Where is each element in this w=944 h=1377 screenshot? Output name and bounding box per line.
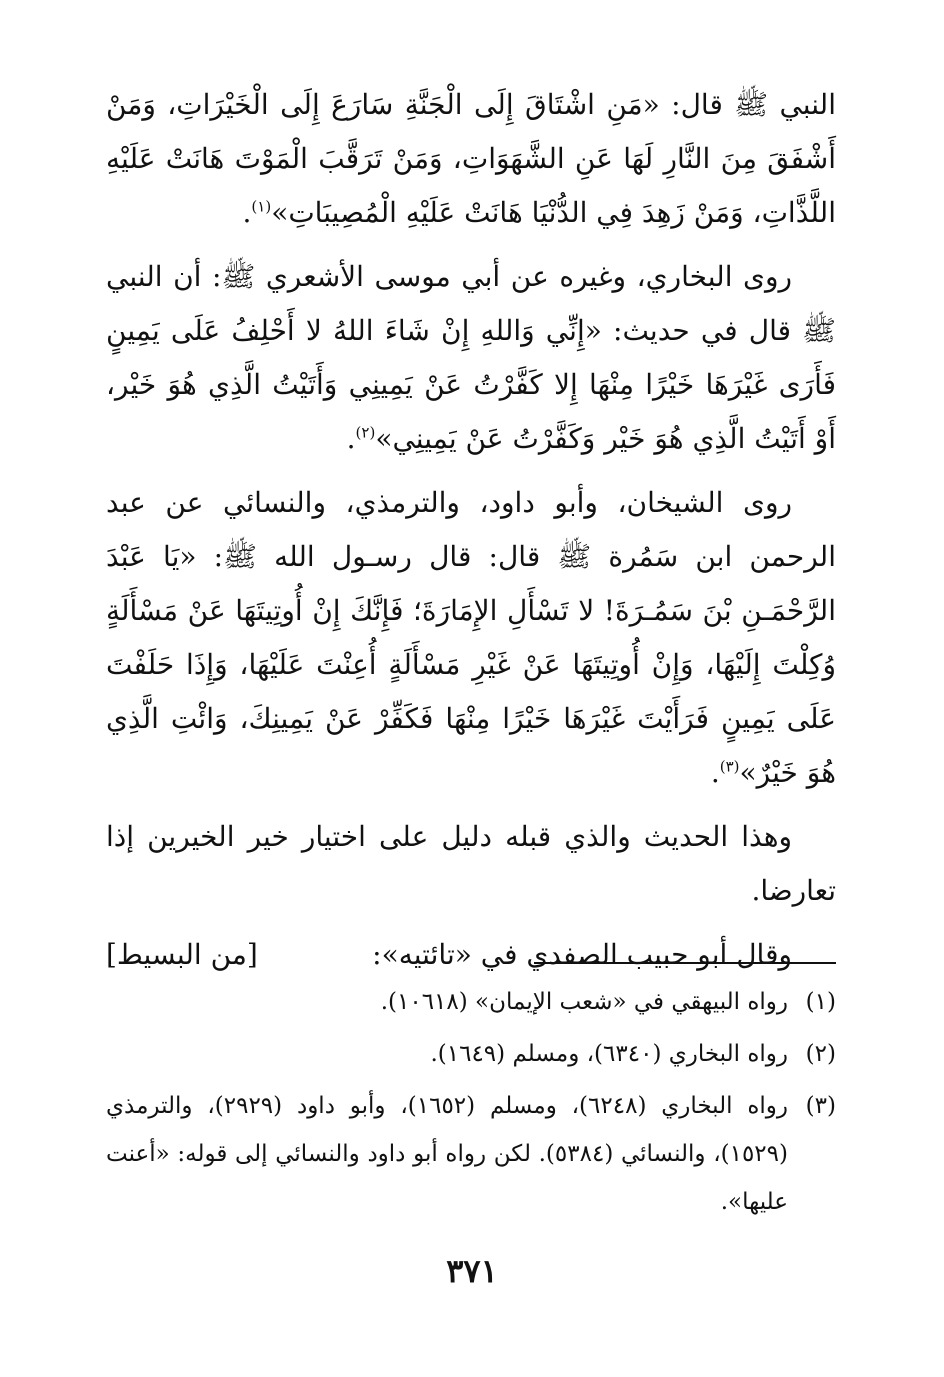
verse-intro-text: وقال أبو حبيب الصفدي في «تائتيه»: xyxy=(372,938,792,971)
footnote-marker[interactable]: (١) xyxy=(251,197,272,216)
footnote-number: (٢) xyxy=(805,1041,836,1067)
footnote-number: (٣) xyxy=(805,1093,836,1119)
footnote-text: رواه البخاري (٦٢٤٨)، ومسلم (١٦٥٢)، وأبو داود (٢٩٢٩)، والترمذي (١٥٢٩)، والنسائي (٥٣٨٤). لكن رواه أبو داود والنسائي إلى قوله: «أعنت عليها». xyxy=(106,1093,788,1215)
footnote-number: (١) xyxy=(805,989,836,1015)
paragraph-4 xyxy=(106,810,836,918)
footnote-text: رواه البيهقي في «شعب الإيمان» (١٠٦١٨). xyxy=(380,989,788,1015)
paragraph-1 xyxy=(106,78,836,240)
footnote-marker[interactable]: (٢) xyxy=(355,423,376,442)
main-text xyxy=(106,78,836,992)
footnote-text: رواه البخاري (٦٣٤٠)، ومسلم (١٦٤٩). xyxy=(430,1041,788,1067)
footnote-item xyxy=(106,1082,836,1226)
paragraph-text: روى الشيخان، وأبو داود، والترمذي، والنسائي عن عبد الرحمن ابن سَمُرة ﷺ قال: قال رسـول الله ﷺ: «يَا عَبْدَ الرَّحْمَـنِ بْنَ سَمُـرَةَ! لا تَسْأَلِ الإِمَارَةَ؛ فَإِنَّكَ إِنْ أُوتِيتَهَا عَنْ مَسْأَلَةٍ وُكِلْتَ إِلَيْهَا، وَإِنْ أُوتِيتَهَا عَنْ غَيْرِ مَسْأَلَةٍ أُعِنْتَ عَلَيْهَا، وَإِذَا حَلَفْتَ عَلَى يَمِينٍ فَرَأَيْتَ غَيْرَهَا خَيْرًا مِنْهَا فَكَفِّرْ عَنْ يَمِينِكَ، وَائْتِ الَّذِي هُوَ خَيْرٌ» xyxy=(106,486,836,789)
poetic-meter: [من البسيط] xyxy=(106,938,258,971)
paragraph-text: النبي ﷺ قال: «مَنِ اشْتَاقَ إِلَى الْجَنَّةِ سَارَعَ إِلَى الْخَيْرَاتِ، وَمَنْ أَشْفَقَ مِنَ النَّارِ لَهَا عَنِ الشَّهَوَاتِ، وَمَنْ تَرَقَّبَ الْمَوْتَ هَانَتْ عَلَيْهِ اللَّذَّاتِ، وَمَنْ زَهِدَ فِي الدُّنْيَا هَانَتْ عَلَيْهِ الْمُصِيبَاتِ» xyxy=(106,88,836,229)
paragraph-2 xyxy=(106,250,836,466)
footnote-item xyxy=(106,1030,836,1078)
paragraph-text: روى البخاري، وغيره عن أبي موسى الأشعري ﷺ: أن النبي ﷺ قال في حديث: «إِنِّي وَاللهِ إِنْ شَاءَ اللهُ لا أَحْلِفُ عَلَى يَمِينٍ فَأَرَى غَيْرَهَا خَيْرًا مِنْهَا إِلا كَفَّرْتُ عَنْ يَمِينِي وَأَتَيْتُ الَّذِي هُوَ خَيْر، أَوْ أَتَيْتُ الَّذِي هُوَ خَيْر وَكَفَّرْتُ عَنْ يَمِينِي» xyxy=(106,260,836,455)
footnote-separator xyxy=(534,962,836,964)
paragraph-3 xyxy=(106,476,836,800)
paragraph-text: وهذا الحديث والذي قبله دليل على اختيار خير الخيرين إذا تعارضا. xyxy=(106,820,836,907)
page-number: ٣٧١ xyxy=(446,1252,498,1290)
paragraph-end: . xyxy=(346,422,356,455)
footnotes xyxy=(106,978,836,1230)
verse-intro xyxy=(106,928,836,982)
paragraph-end: . xyxy=(242,196,252,229)
paragraph-end: . xyxy=(710,756,720,789)
footnote-marker[interactable]: (٣) xyxy=(719,757,740,776)
footnote-item xyxy=(106,978,836,1026)
